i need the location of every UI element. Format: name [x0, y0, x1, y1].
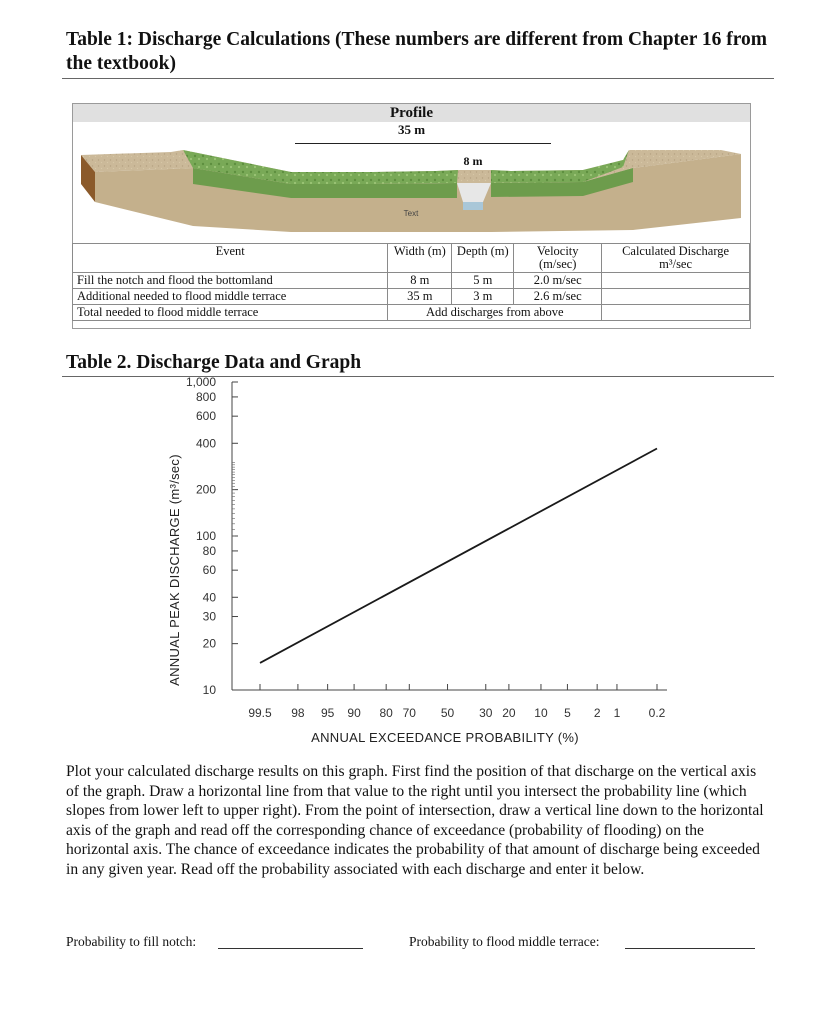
table-header-row — [73, 244, 750, 273]
y-tick-label: 800 — [195, 389, 216, 404]
probability-line — [260, 449, 657, 663]
y-tick-label: 1,000 — [185, 375, 216, 389]
profile-width-label: 35 m — [397, 122, 426, 137]
profile-center-text: Text — [403, 209, 419, 218]
x-tick-label: 90 — [347, 706, 361, 720]
discharge-input-cell[interactable] — [602, 305, 750, 321]
x-tick-label: 70 — [402, 706, 416, 720]
header-discharge: Calculated Discharge m³/sec — [602, 244, 750, 273]
table2-title: Table 2. Discharge Data and Graph — [66, 352, 362, 373]
y-tick-label: 30 — [202, 609, 216, 624]
title-rule — [62, 78, 774, 79]
header-event: Event — [73, 244, 388, 273]
x-tick-label: 95 — [320, 706, 335, 720]
row-width: 35 m — [388, 289, 452, 305]
row-event: Total needed to flood middle terrace — [73, 305, 388, 321]
profile-heading: Profile — [389, 105, 434, 121]
row-velocity: 2.0 m/sec — [514, 273, 602, 289]
table-row — [73, 305, 750, 321]
x-tick-label: 80 — [379, 706, 393, 720]
row-depth: 3 m — [452, 289, 514, 305]
table-row — [73, 273, 750, 289]
fill-notch-answer-line[interactable] — [218, 948, 363, 949]
y-tick-label: 40 — [202, 590, 216, 605]
row-depth: 5 m — [452, 273, 514, 289]
y-tick-label: 60 — [202, 563, 216, 578]
row-merged-note: Add discharges from above — [388, 305, 602, 321]
discharge-table — [72, 243, 750, 321]
flood-terrace-label: Probability to flood middle terrace: — [409, 934, 600, 949]
row-event: Additional needed to flood middle terrace — [73, 289, 388, 305]
table-row — [73, 289, 750, 305]
x-tick-label: 20 — [502, 706, 516, 720]
y-tick-label: 200 — [195, 482, 216, 497]
fill-notch-label: Probability to fill notch: — [66, 934, 197, 949]
terrain-profile-graphic — [73, 122, 750, 244]
row-velocity: 2.6 m/sec — [514, 289, 602, 305]
y-axis-label: ANNUAL PEAK DISCHARGE (m³/sec) — [167, 454, 182, 686]
header-depth: Depth (m) — [452, 244, 514, 273]
y-tick-label: 600 — [195, 409, 216, 424]
header-width: Width (m) — [388, 244, 452, 273]
x-tick-label: 0.2 — [648, 706, 666, 720]
discharge-input-cell[interactable] — [602, 273, 750, 289]
x-tick-label: 98 — [291, 706, 305, 720]
x-tick-label: 10 — [534, 706, 548, 720]
x-tick-label: 5 — [564, 706, 571, 720]
y-tick-label: 20 — [202, 636, 216, 651]
notch-width-label: 8 m — [463, 154, 483, 168]
y-tick-label: 10 — [202, 683, 216, 697]
x-tick-label: 50 — [440, 706, 455, 720]
x-tick-label: 2 — [593, 706, 601, 720]
y-tick-label: 100 — [195, 529, 216, 543]
y-tick-label: 400 — [195, 436, 216, 451]
x-tick-label: 99.5 — [248, 706, 272, 720]
instruction-paragraph: Plot your calculated discharge results on this graph. First find the position of that discharge on the vertical axis of the graph. Draw a horizontal line from that value to the right until you intersect the probability line (which slopes from lower left to upper right). From the point of intersection, draw a vertical line down to the horizontal axis of the graph and read off the corresponding chance of exceedance (probability of flooding) on the horizontal axis. The chance of exceedance indicates the probability of that amount of discharge being exceeded in any given year. Read off the probability associated with each discharge and enter it below. — [66, 763, 764, 878]
header-velocity: Velocity (m/sec) — [514, 244, 602, 273]
y-tick-label: 80 — [202, 543, 216, 558]
row-width: 8 m — [388, 273, 452, 289]
table1-title: Table 1: Discharge Calculations (These numbers are different from Chapter 16 from the textbook) — [66, 29, 768, 74]
x-tick-label: 1 — [613, 706, 621, 720]
x-axis-label: ANNUAL EXCEEDANCE PROBABILITY (%) — [311, 730, 579, 745]
flood-terrace-answer-line[interactable] — [625, 948, 755, 949]
discharge-probability-chart — [0, 370, 833, 750]
x-tick-label: 30 — [479, 706, 493, 720]
discharge-input-cell[interactable] — [602, 289, 750, 305]
row-event: Fill the notch and flood the bottomland — [73, 273, 388, 289]
